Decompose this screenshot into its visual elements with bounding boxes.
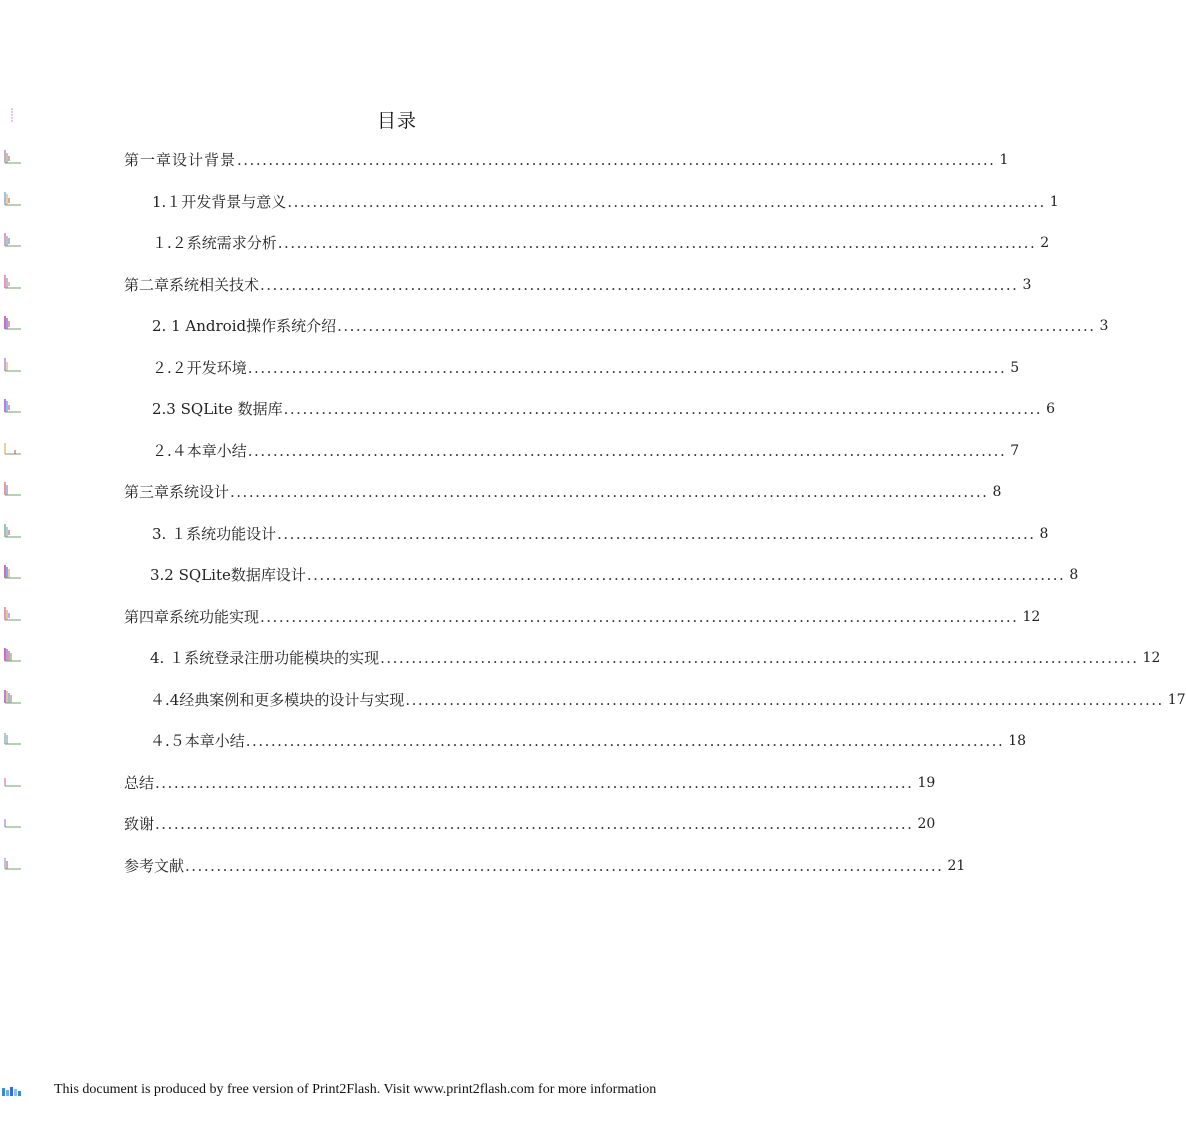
toc-item-title: １.２系统需求分析: [152, 234, 277, 252]
toc-item[interactable]: [124, 478, 1002, 502]
toc-item[interactable]: [152, 229, 1050, 253]
bookmark-marker-icon: [3, 189, 23, 209]
dot-leader: .........................................................................................................................: [283, 400, 1043, 418]
bookmark-marker-icon: [3, 521, 23, 541]
toc-item-title: 参考文献: [124, 857, 185, 875]
toc-item-title: 总结: [124, 774, 155, 792]
footer-text: This document is produced by free version of Print2Flash. Visit www.print2flash.com for more information: [54, 1082, 657, 1097]
bookmark-marker-icon: [3, 853, 23, 873]
toc-item-title: 第一章设计背景: [124, 151, 237, 169]
dot-leader: .........................................................................................................................: [277, 525, 1036, 543]
toc-item-page: 19: [917, 775, 936, 791]
bookmark-marker-icon: [3, 687, 23, 707]
dot-leader: .........................................................................................................................: [245, 732, 1005, 750]
top-margin-marker-icon: [3, 106, 23, 126]
bookmark-marker-icon: [3, 562, 23, 582]
print2flash-logo-icon: [2, 1086, 24, 1098]
toc-item-page: 1: [999, 152, 1009, 168]
dot-leader: .........................................................................................................................: [277, 234, 1037, 252]
toc-item-page: 3: [1099, 318, 1109, 334]
toc-item[interactable]: [124, 769, 936, 793]
toc-item-title: ２.２开发环境: [152, 359, 247, 377]
toc-item[interactable]: [152, 520, 1049, 544]
bookmark-marker-icon: [3, 645, 23, 665]
toc-item-title: 3.2 SQLite数据库设计: [150, 566, 306, 584]
toc-item-title: 第二章系统相关技术: [124, 276, 260, 294]
dot-leader: .........................................................................................................................: [380, 649, 1139, 667]
bookmark-marker-icon: [3, 479, 23, 499]
toc-item-page: 8: [992, 484, 1002, 500]
dot-leader: .........................................................................................................................: [260, 608, 1019, 626]
toc-item[interactable]: [150, 727, 1027, 751]
toc-item[interactable]: [150, 644, 1161, 668]
toc-item-page: 8: [1039, 526, 1049, 542]
bookmark-marker-icon: [3, 272, 23, 292]
toc-item[interactable]: [150, 686, 1186, 710]
bookmark-marker-icon: [3, 604, 23, 624]
toc-item-page: 17: [1167, 692, 1186, 708]
toc-item-page: 6: [1046, 401, 1055, 417]
toc-item-page: 18: [1008, 733, 1027, 749]
dot-leader: .........................................................................................................................: [237, 151, 996, 169]
toc-item-page: 7: [1010, 443, 1020, 459]
toc-item-title: 2. 1 Android操作系统介绍: [152, 317, 337, 335]
dot-leader: .........................................................................................................................: [185, 857, 944, 875]
bookmark-marker-icon: [3, 313, 23, 333]
toc-item-title: ４.５本章小结: [150, 732, 245, 750]
toc-item-page: 2: [1040, 235, 1050, 251]
toc-item-page: 8: [1069, 567, 1079, 583]
bookmark-marker-icon: [3, 770, 23, 790]
dot-leader: .........................................................................................................................: [287, 193, 1046, 211]
dot-leader: .........................................................................................................................: [260, 276, 1019, 294]
dot-leader: .........................................................................................................................: [230, 483, 989, 501]
toc-item-page: 1: [1049, 194, 1059, 210]
toc-item[interactable]: [152, 437, 1020, 461]
dot-leader: .........................................................................................................................: [306, 566, 1066, 584]
toc-item[interactable]: [124, 603, 1041, 627]
toc-item-page: 20: [917, 816, 936, 832]
toc-item[interactable]: [152, 354, 1020, 378]
toc-item-title: ２.４本章小结: [152, 442, 247, 460]
dot-leader: .........................................................................................................................: [155, 774, 914, 792]
toc-item[interactable]: [152, 188, 1059, 212]
dot-leader: .........................................................................................................................: [247, 359, 1007, 377]
bookmark-marker-icon: [3, 230, 23, 250]
toc-item-title: 1.１开发背景与意义: [152, 193, 287, 211]
toc-item-title: 第三章系统设计: [124, 483, 230, 501]
toc-item-title: 3. １系统功能设计: [152, 525, 277, 543]
toc-item-page: 12: [1142, 650, 1161, 666]
toc-item-page: 12: [1022, 609, 1041, 625]
toc-item[interactable]: [124, 271, 1032, 295]
page-title: 目录: [376, 110, 417, 132]
toc-item-title: 2.3 SQLite 数据库: [152, 400, 283, 418]
toc-item[interactable]: [124, 810, 936, 834]
bookmark-marker-icon: [3, 147, 23, 167]
toc-item-title: 4. １系统登录注册功能模块的实现: [150, 649, 380, 667]
dot-leader: .........................................................................................................................: [247, 442, 1007, 460]
dot-leader: .........................................................................................................................: [337, 317, 1096, 335]
dot-leader: .........................................................................................................................: [405, 691, 1164, 709]
toc-item[interactable]: [150, 561, 1079, 585]
toc-item-title: 第四章系统功能实现: [124, 608, 260, 626]
toc-item-page: 3: [1022, 277, 1032, 293]
bookmark-marker-icon: [3, 396, 23, 416]
bookmark-marker-icon: [3, 728, 23, 748]
toc-item[interactable]: [152, 395, 1055, 419]
watermark-footer: [0, 1082, 794, 1102]
bookmark-marker-icon: [3, 355, 23, 375]
toc-item[interactable]: [124, 852, 966, 876]
toc-item-page: 5: [1010, 360, 1020, 376]
toc-item[interactable]: [124, 146, 1009, 170]
bookmark-marker-icon: [3, 811, 23, 831]
toc-item-title: 致谢: [124, 815, 155, 833]
dot-leader: .........................................................................................................................: [155, 815, 914, 833]
bookmark-marker-icon: [3, 438, 23, 458]
toc-item-page: 21: [947, 858, 966, 874]
toc-item-title: ４.4经典案例和更多模块的设计与实现: [150, 691, 405, 709]
toc-item[interactable]: [152, 312, 1109, 336]
